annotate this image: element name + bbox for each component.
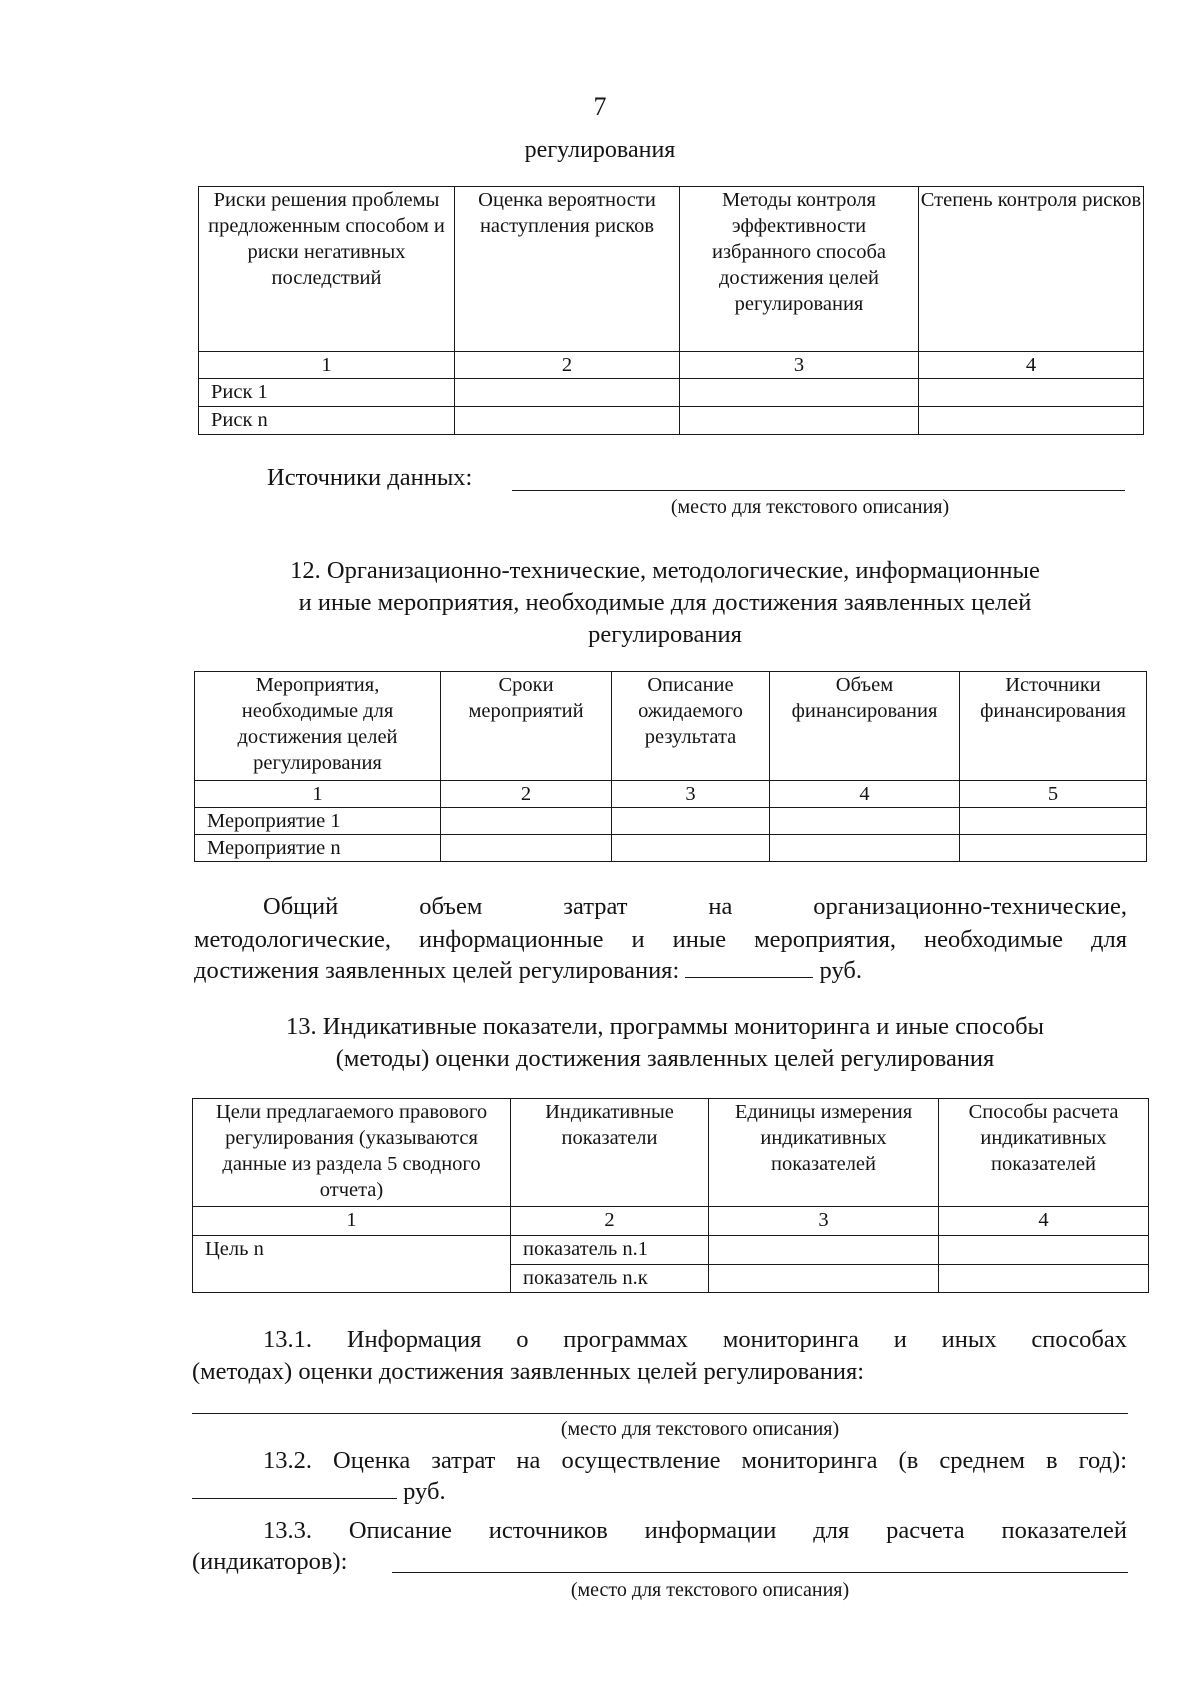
column-number: 1 (199, 352, 455, 379)
column-number: 1 (195, 781, 441, 808)
p132-currency: руб. (403, 1478, 446, 1505)
p131-caption: (место для текстового описания) (560, 1418, 840, 1440)
p132-line1: 13.2. Оценка затрат на осуществление мониторинга (в среднем в год): (263, 1447, 1127, 1474)
section13-title-line1: 13. Индикативные показатели, программы мониторинга и иные способы (285, 1013, 1045, 1040)
measures-table (194, 671, 1147, 862)
column-number: 2 (511, 1207, 709, 1236)
table-cell (770, 835, 960, 862)
column-number: 3 (680, 352, 919, 379)
total-costs-line1: Общий объем затрат на организационно-технические, (263, 893, 1127, 920)
sources-label: Источники данных: (267, 464, 473, 491)
table-header-cell: Мероприятия, необходимые для достижения целей регулирования (195, 672, 441, 781)
table-header-cell: Оценка вероятности наступления рисков (455, 187, 680, 352)
p131-line1: 13.1. Информация о программах мониторинга и иных способах (263, 1326, 1127, 1353)
column-number: 4 (770, 781, 960, 808)
table-header-cell: Источники финансирования (960, 672, 1147, 781)
sources-fill-line[interactable] (512, 490, 1125, 491)
measure-label: Мероприятие n (195, 835, 441, 862)
table-cell (939, 1265, 1149, 1293)
column-number: 3 (709, 1207, 939, 1236)
table-row (195, 808, 1147, 835)
column-number: 4 (919, 352, 1144, 379)
p131-line2: (методах) оценки достижения заявленных целей регулирования: (192, 1358, 865, 1385)
sources-caption: (место для текстового описания) (670, 496, 950, 518)
table-number-row (199, 352, 1144, 379)
column-number: 2 (441, 781, 612, 808)
table-cell (919, 379, 1144, 407)
p133-caption: (место для текстового описания) (570, 1579, 850, 1601)
table-cell (680, 407, 919, 435)
risks-table (198, 186, 1144, 435)
table-cell (919, 407, 1144, 435)
p133-fill-line[interactable] (392, 1572, 1128, 1573)
table-header-row (199, 187, 1144, 352)
table-header-cell: Сроки мероприятий (441, 672, 612, 781)
section13-title-line2: (методы) оценки достижения заявленных целей регулирования (335, 1045, 995, 1072)
risk-label: Риск 1 (199, 379, 455, 407)
table-header-cell: Описание ожидаемого результата (612, 672, 770, 781)
table-cell (612, 835, 770, 862)
table-row (199, 379, 1144, 407)
table-cell (441, 808, 612, 835)
section12-title-line2: и иные мероприятия, необходимые для достижения заявленных целей (298, 589, 1032, 616)
table-cell (455, 407, 680, 435)
table-header-cell: Объем финансирования (770, 672, 960, 781)
total-costs-prefix: достижения заявленных целей регулирования: (194, 957, 680, 984)
p131-fill-line[interactable] (192, 1413, 1128, 1414)
table-cell (680, 379, 919, 407)
table-header-row (193, 1099, 1149, 1207)
section12-title-line1: 12. Организационно-технические, методологические, информационные (290, 557, 1040, 584)
page-number: 7 (593, 92, 607, 121)
table-header-cell: Способы расчета индикативных показателей (939, 1099, 1149, 1207)
table-number-row (195, 781, 1147, 808)
total-costs-line1-wrap (263, 891, 1127, 922)
table-header-cell: Риски решения проблемы предложенным способом и риски негативных последствий (199, 187, 455, 352)
table-row (199, 407, 1144, 435)
total-costs-amount-field[interactable] (685, 955, 813, 978)
p133-prefix: (индикаторов): (192, 1548, 348, 1575)
table-header-row (195, 672, 1147, 781)
continuation-title: регулирования (524, 137, 676, 163)
total-costs-currency: руб. (819, 957, 862, 984)
table-header-cell: Единицы измерения индикативных показателей (709, 1099, 939, 1207)
table-header-cell: Цели предлагаемого правового регулирования (указываются данные из раздела 5 сводного отчета) (193, 1099, 511, 1207)
table-header-cell: Индикативные показатели (511, 1099, 709, 1207)
section12-title-line3: регулирования (588, 621, 742, 648)
table-cell (455, 379, 680, 407)
column-number: 1 (193, 1207, 511, 1236)
column-number: 3 (612, 781, 770, 808)
indicator-label: показатель n.к (511, 1265, 709, 1293)
table-number-row (193, 1207, 1149, 1236)
indicator-label: показатель n.1 (511, 1236, 709, 1265)
table-cell (939, 1236, 1149, 1265)
indicators-table (192, 1098, 1149, 1293)
table-row (193, 1236, 1149, 1265)
table-header-cell: Методы контроля эффективности избранного способа достижения целей регулирования (680, 187, 919, 352)
table-cell (612, 808, 770, 835)
table-cell (960, 808, 1147, 835)
column-number: 5 (960, 781, 1147, 808)
column-number: 2 (455, 352, 680, 379)
table-cell (770, 808, 960, 835)
p132-amount-field[interactable] (192, 1476, 397, 1499)
table-cell (441, 835, 612, 862)
table-header-cell: Степень контроля рисков (919, 187, 1144, 352)
column-number: 4 (939, 1207, 1149, 1236)
risk-label: Риск n (199, 407, 455, 435)
table-cell (960, 835, 1147, 862)
measure-label: Мероприятие 1 (195, 808, 441, 835)
goal-label: Цель n (193, 1236, 511, 1293)
table-cell (709, 1265, 939, 1293)
p132-line2 (192, 1476, 446, 1507)
p133-line1: 13.3. Описание источников информации для расчета показателей (263, 1517, 1127, 1544)
total-costs-line3 (194, 955, 862, 986)
table-cell (709, 1236, 939, 1265)
total-costs-line2: методологические, информационные и иные мероприятия, необходимые для (194, 926, 1127, 953)
table-row (195, 835, 1147, 862)
